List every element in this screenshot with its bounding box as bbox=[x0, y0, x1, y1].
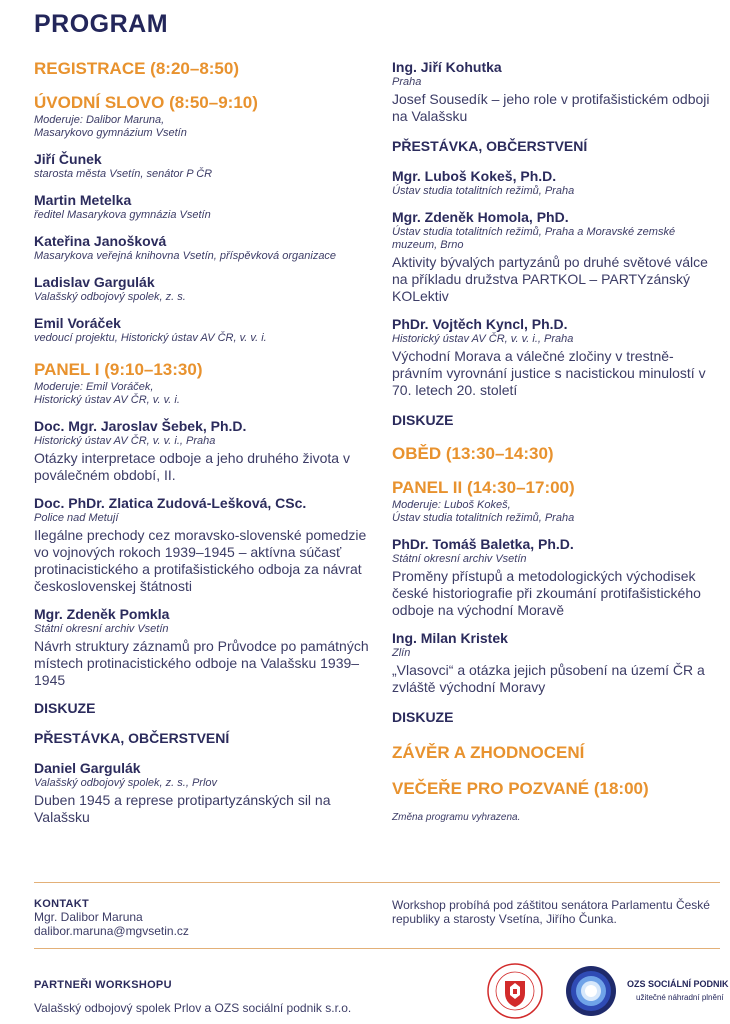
speaker-block bbox=[34, 232, 369, 263]
talk-block bbox=[34, 759, 369, 826]
section-obed: OBĚD (13:30–14:30) bbox=[392, 444, 554, 463]
moderator-line: Moderuje: Dalibor Maruna, bbox=[34, 114, 165, 126]
talk-block bbox=[392, 58, 717, 125]
talk-block bbox=[34, 605, 369, 689]
speaker-name: Ladislav Gargulák bbox=[34, 274, 155, 290]
contact-email: dalibor.maruna@mgvsetin.cz bbox=[34, 924, 189, 938]
speaker-block bbox=[34, 314, 369, 345]
talk-title: Návrh struktury záznamů pro Průvodce po památných místech protinacistického odboje na Valašsku 1939–1945 bbox=[34, 638, 369, 688]
section-vecere: VEČEŘE PRO POZVANÉ (18:00) bbox=[392, 779, 649, 798]
talk-title: „Vlasovci“ a otázka jejich působení na území ČR a zvláště východní Moravy bbox=[392, 662, 705, 695]
divider bbox=[34, 882, 720, 883]
speaker-affiliation: Valašský odbojový spolek, z. s., Prlov bbox=[34, 777, 218, 789]
partners-block bbox=[34, 979, 474, 1015]
program-left-column bbox=[34, 58, 369, 836]
speaker-affiliation: Valašský odbojový spolek, z. s. bbox=[34, 291, 186, 303]
speaker-name: Martin Metelka bbox=[34, 192, 132, 208]
ozs-socialni-podnik-logo bbox=[565, 965, 617, 1017]
moderator-affiliation: Historický ústav AV ČR, v. v. i. bbox=[34, 394, 180, 406]
talk-title: Josef Sousedík – jeho role v protifašistickém odboji na Valašsku bbox=[392, 91, 710, 124]
contact-block bbox=[34, 898, 364, 938]
partners-label: PARTNEŘI WORKSHOPU bbox=[34, 979, 172, 991]
speaker-affiliation: ředitel Masarykova gymnázia Vsetín bbox=[34, 209, 211, 221]
speaker-name: Mgr. Zdeněk Pomkla bbox=[34, 606, 170, 622]
partners-text: Valašský odbojový spolek Prlov a OZS sociální podnik s.r.o. bbox=[34, 1001, 352, 1015]
speaker-block bbox=[392, 167, 717, 198]
speaker-name: Mgr. Zdeněk Homola, PhD. bbox=[392, 209, 569, 225]
speaker-name: PhDr. Tomáš Baletka, Ph.D. bbox=[392, 536, 574, 552]
talk-block bbox=[392, 208, 717, 305]
speaker-name: Mgr. Luboš Kokeš, Ph.D. bbox=[392, 168, 557, 184]
speaker-affiliation: Státní okresní archiv Vsetín bbox=[392, 553, 527, 565]
speaker-affiliation: vedoucí projektu, Historický ústav AV ČR, v. v. i. bbox=[34, 332, 267, 344]
talk-title: Aktivity bývalých partyzánů po druhé světové válce na příkladu družstva PARTKOL – PARTYzánský KOLektiv bbox=[392, 254, 708, 304]
talk-block bbox=[392, 315, 717, 399]
talk-title: Východní Morava a válečné zločiny v trestně-právním vyrovnání justice s nacistickou minulostí v 70. letech 20. století bbox=[392, 348, 706, 398]
speaker-affiliation: Historický ústav AV ČR, v. v. i., Praha bbox=[34, 435, 216, 447]
section-prestavka: PŘESTÁVKA, OBČERSTVENÍ bbox=[34, 730, 230, 746]
speaker-name: Daniel Gargulák bbox=[34, 760, 141, 776]
speaker-affiliation: starosta města Vsetín, senátor P ČR bbox=[34, 168, 213, 180]
page-title: PROGRAM bbox=[34, 10, 169, 38]
speaker-name: Ing. Milan Kristek bbox=[392, 630, 508, 646]
moderator-affiliation: Masarykovo gymnázium Vsetín bbox=[34, 127, 187, 139]
speaker-affiliation: Police nad Metují bbox=[34, 512, 119, 524]
section-uvodni-slovo: ÚVODNÍ SLOVO (8:50–9:10) bbox=[34, 93, 258, 112]
moderator-line: Moderuje: Luboš Kokeš, bbox=[392, 499, 511, 511]
speaker-name: Jiří Čunek bbox=[34, 151, 102, 167]
speaker-affiliation: Ústav studia totalitních režimů, Praha bbox=[392, 185, 575, 197]
section-panel-2: PANEL II (14:30–17:00) bbox=[392, 478, 575, 497]
section-diskuze: DISKUZE bbox=[392, 412, 454, 428]
section-diskuze: DISKUZE bbox=[34, 700, 96, 716]
talk-block bbox=[34, 494, 369, 595]
section-panel-1: PANEL I (9:10–13:30) bbox=[34, 360, 203, 379]
talk-block bbox=[392, 629, 717, 696]
patronage-text: Workshop probíhá pod záštitou senátora Parlamentu České republiky a starosty Vsetína, Jiřího Čunka. bbox=[392, 898, 710, 926]
divider bbox=[34, 948, 720, 949]
ozs-name: OZS SOCIÁLNÍ PODNIK bbox=[627, 979, 729, 989]
section-diskuze: DISKUZE bbox=[392, 709, 454, 725]
talk-title: Duben 1945 a represe protipartyzánských sil na Valašsku bbox=[34, 792, 331, 825]
moderator-affiliation: Ústav studia totalitních režimů, Praha bbox=[392, 512, 575, 524]
speaker-affiliation: Státní okresní archiv Vsetín bbox=[34, 623, 169, 635]
talk-title: Proměny přístupů a metodologických východisek české historiografie při zkoumání protifašistického odboje na východní Moravě bbox=[392, 568, 701, 618]
speaker-name: Doc. Mgr. Jaroslav Šebek, Ph.D. bbox=[34, 418, 247, 434]
section-prestavka: PŘESTÁVKA, OBČERSTVENÍ bbox=[392, 138, 588, 154]
speaker-affiliation: Masarykova veřejná knihovna Vsetín, příspěvková organizace bbox=[34, 250, 337, 262]
talk-block bbox=[34, 417, 369, 484]
speaker-name: Emil Voráček bbox=[34, 315, 121, 331]
section-zaver: ZÁVĚR A ZHODNOCENÍ bbox=[392, 743, 585, 762]
talk-title: Otázky interpretace odboje a jeho druhého života v poválečném období, II. bbox=[34, 450, 350, 483]
moderator-line: Moderuje: Emil Voráček, bbox=[34, 381, 154, 393]
speaker-affiliation: Ústav studia totalitních režimů, Praha a Moravské zemské muzeum, Brno bbox=[392, 226, 676, 251]
speaker-name: Ing. Jiří Kohutka bbox=[392, 59, 502, 75]
speaker-block bbox=[34, 273, 369, 304]
contact-name: Mgr. Dalibor Maruna bbox=[34, 910, 143, 924]
speaker-block bbox=[34, 191, 369, 222]
speaker-affiliation: Historický ústav AV ČR, v. v. i., Praha bbox=[392, 333, 574, 345]
program-change-note: Změna programu vyhrazena. bbox=[392, 812, 521, 823]
speaker-block bbox=[34, 150, 369, 181]
speaker-affiliation: Praha bbox=[392, 76, 422, 88]
contact-label: KONTAKT bbox=[34, 898, 90, 910]
speaker-name: Doc. PhDr. Zlatica Zudová-Lešková, CSc. bbox=[34, 495, 307, 511]
speaker-name: PhDr. Vojtěch Kyncl, Ph.D. bbox=[392, 316, 568, 332]
ozs-subtitle: užitečné náhradní plnění bbox=[636, 993, 724, 1002]
valassky-odbojovy-spolek-logo bbox=[487, 963, 543, 1019]
talk-block bbox=[392, 535, 717, 619]
section-registrace: REGISTRACE (8:20–8:50) bbox=[34, 59, 240, 78]
program-right-column bbox=[392, 58, 717, 823]
speaker-name: Kateřina Janošková bbox=[34, 233, 167, 249]
speaker-affiliation: Zlín bbox=[392, 647, 411, 659]
talk-title: Ilegálne prechody cez moravsko-slovenské pomedzie vo vojnových rokoch 1939–1945 – aktívna súčasť protinacistického a protifašistického odboja za návrat československej štátnosti bbox=[34, 527, 367, 594]
